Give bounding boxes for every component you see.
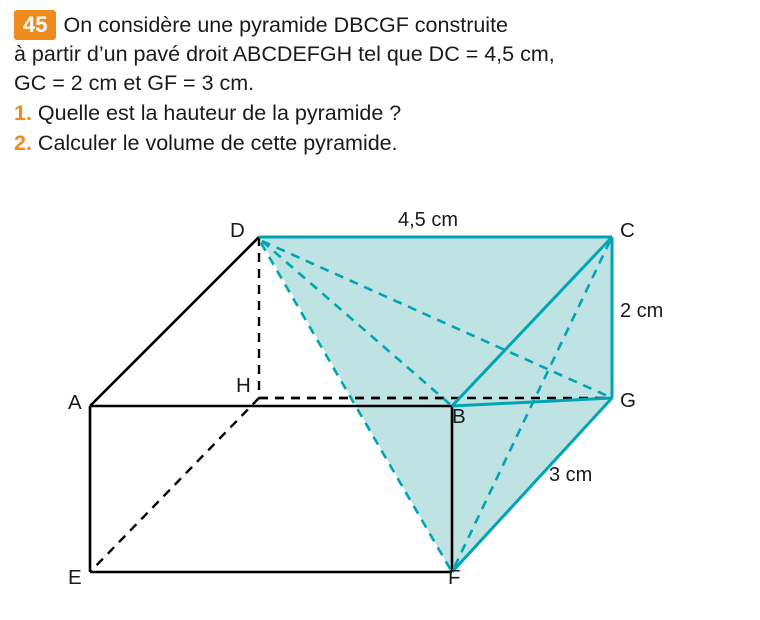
question-2 bbox=[14, 128, 749, 158]
measure-label-dc: 4,5 cm bbox=[398, 209, 459, 231]
vertex-label-d: D bbox=[230, 219, 245, 242]
statement-text-1: On considère une pyramide DBCGF construite bbox=[63, 13, 509, 37]
question-1-text: Quelle est la hauteur de la pyramide ? bbox=[37, 101, 402, 125]
geometry-figure bbox=[0, 195, 760, 615]
edge-ad bbox=[90, 237, 259, 406]
figure-svg bbox=[0, 195, 760, 615]
statement-line-2: à partir d’un pavé droit ABCDEFGH tel que DC = 4,5 cm, bbox=[14, 42, 555, 66]
question-1-number: 1. bbox=[14, 101, 32, 125]
vertex-label-c: C bbox=[620, 219, 635, 242]
vertex-label-b: B bbox=[452, 405, 466, 428]
statement-line-3: GC = 2 cm et GF = 3 cm. bbox=[14, 71, 255, 95]
vertex-label-f: F bbox=[448, 566, 461, 589]
measure-label-gf: 3 cm bbox=[549, 464, 593, 486]
exercise-statement bbox=[14, 10, 749, 158]
question-2-number: 2. bbox=[14, 131, 32, 155]
vertex-label-g: G bbox=[620, 389, 636, 412]
statement-line-1 bbox=[14, 10, 749, 40]
measure-label-gc: 2 cm bbox=[620, 300, 664, 322]
edge-he-hidden bbox=[90, 398, 259, 572]
vertex-label-a: A bbox=[68, 391, 82, 414]
exercise-number-badge: 45 bbox=[14, 10, 56, 40]
question-2-text: Calculer le volume de cette pyramide. bbox=[37, 131, 398, 155]
question-1 bbox=[14, 98, 749, 128]
vertex-label-h: H bbox=[236, 374, 251, 397]
vertex-label-e: E bbox=[68, 566, 82, 589]
